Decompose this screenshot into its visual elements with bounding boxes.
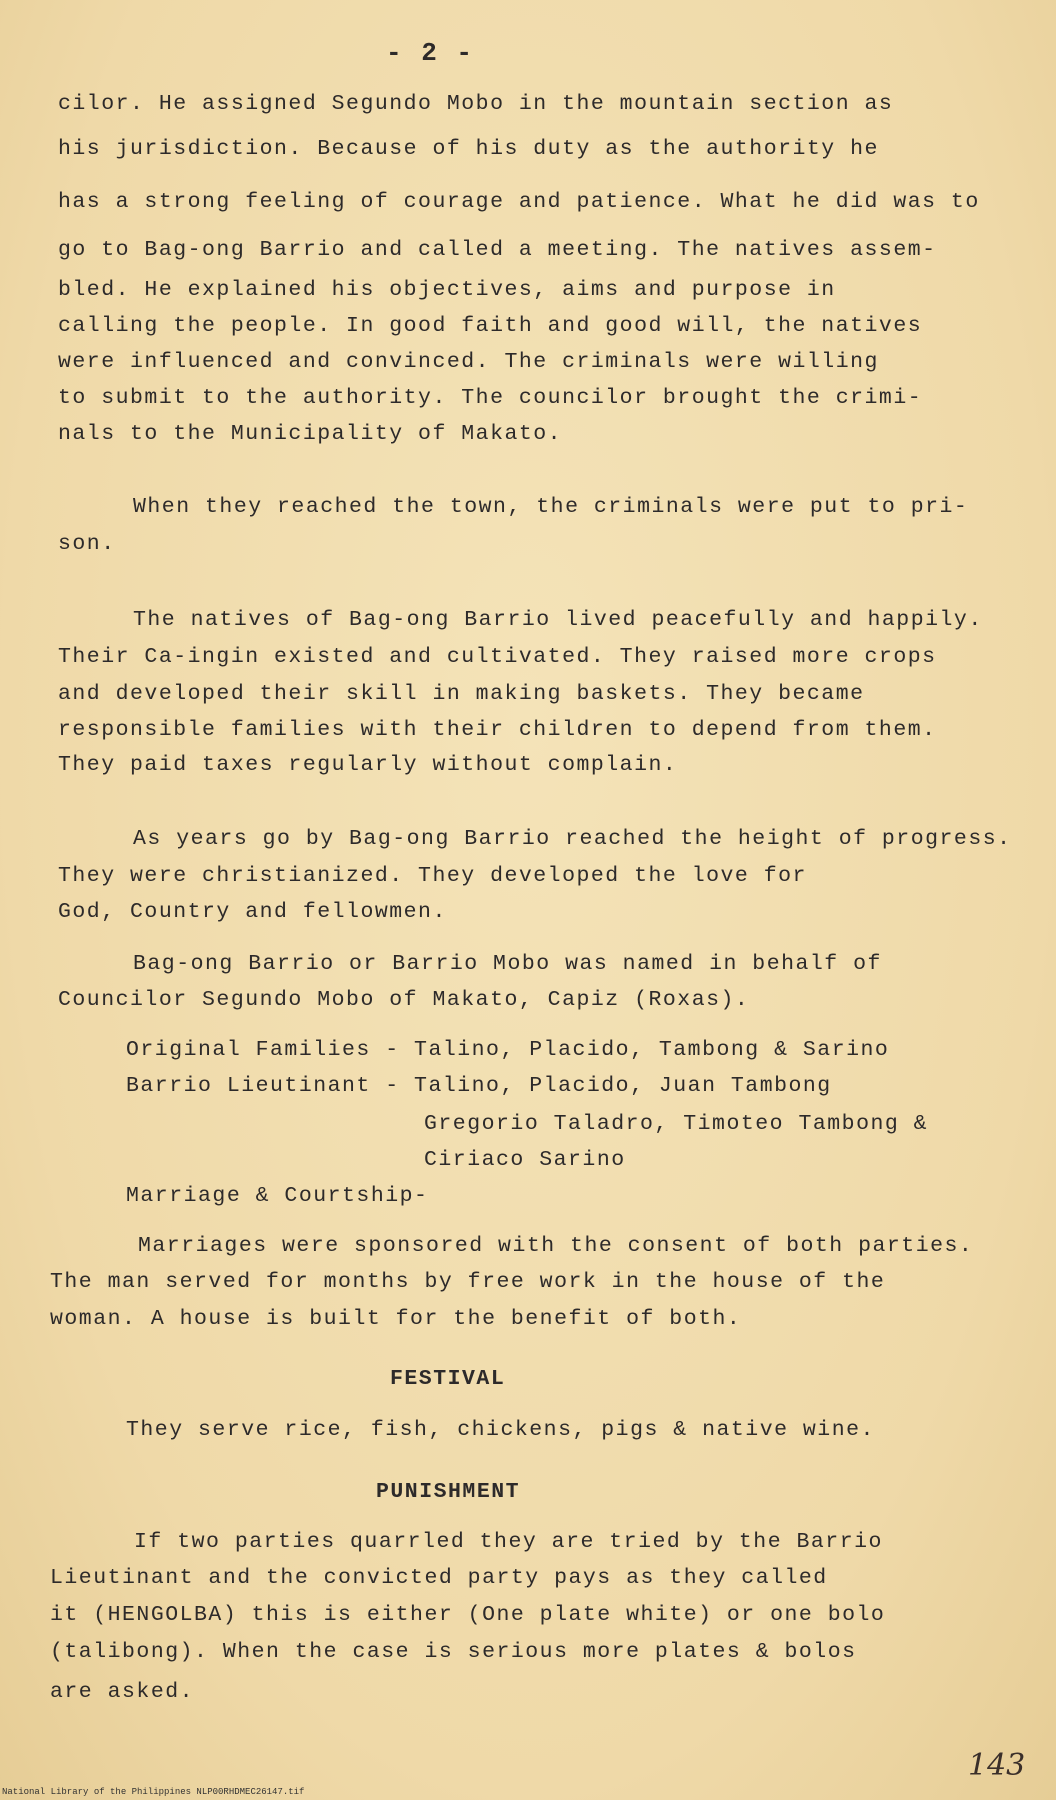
text-line: Gregorio Taladro, Timoteo Tambong & [424,1112,929,1136]
text-line: Barrio Lieutinant - Talino, Placido, Juan Tambong [126,1074,832,1098]
text-line: to submit to the authority. The councilor brought the crimi- [58,386,923,410]
text-line: They paid taxes regularly without complain. [58,753,678,777]
page-number: - 2 - [386,38,475,68]
text-line: The man served for months by free work in the house of the [50,1270,886,1294]
text-line: his jurisdiction. Because of his duty as the authority he [58,137,879,161]
text-line: responsible families with their children to depend from them. [58,718,937,742]
text-line: go to Bag-ong Barrio and called a meeting. The natives assem- [58,238,937,262]
section-heading-punishment: PUNISHMENT [376,1480,521,1504]
text-line: Ciriaco Sarino [424,1148,626,1172]
text-line: They were christianized. They developed the love for [58,864,807,888]
text-line: God, Country and fellowmen. [58,900,447,924]
text-line: If two parties quarrled they are tried by the Barrio [134,1530,883,1554]
text-line: son. [58,532,116,556]
text-line: They serve rice, fish, chickens, pigs & native wine. [126,1418,875,1442]
text-line: (talibong). When the case is serious more plates & bolos [50,1640,857,1664]
text-line: Councilor Segundo Mobo of Makato, Capiz (Roxas). [58,988,750,1012]
text-line: Marriages were sponsored with the consent of both parties. [138,1234,974,1258]
text-line: were influenced and convinced. The criminals were willing [58,350,879,374]
text-line: are asked. [50,1680,195,1704]
archive-footer: National Library of the Philippines NLP00RHDMEC26147.tif [2,1787,305,1797]
text-line: When they reached the town, the criminals were put to pri- [133,495,969,519]
text-line: cilor. He assigned Segundo Mobo in the mountain section as [58,92,894,116]
section-heading-festival: FESTIVAL [390,1367,506,1391]
text-line: woman. A house is built for the benefit of both. [50,1307,742,1331]
text-line: bled. He explained his objectives, aims and purpose in [58,278,836,302]
text-line: has a strong feeling of courage and patience. What he did was to [58,190,980,214]
handwritten-page-number: 143 [968,1748,1026,1783]
text-line: and developed their skill in making baskets. They became [58,682,865,706]
text-line: calling the people. In good faith and good will, the natives [58,314,923,338]
text-line: The natives of Bag-ong Barrio lived peacefully and happily. [133,608,983,632]
text-line: As years go by Bag-ong Barrio reached the height of progress. [133,827,1012,851]
text-line: Lieutinant and the convicted party pays as they called [50,1566,828,1590]
text-line: Marriage & Courtship- [126,1184,429,1208]
text-line: nals to the Municipality of Makato. [58,422,563,446]
text-line: Original Families - Talino, Placido, Tambong & Sarino [126,1038,890,1062]
text-line: Bag-ong Barrio or Barrio Mobo was named in behalf of [133,952,882,976]
text-line: Their Ca-ingin existed and cultivated. They raised more crops [58,645,937,669]
text-line: it (HENGOLBA) this is either (One plate white) or one bolo [50,1603,886,1627]
